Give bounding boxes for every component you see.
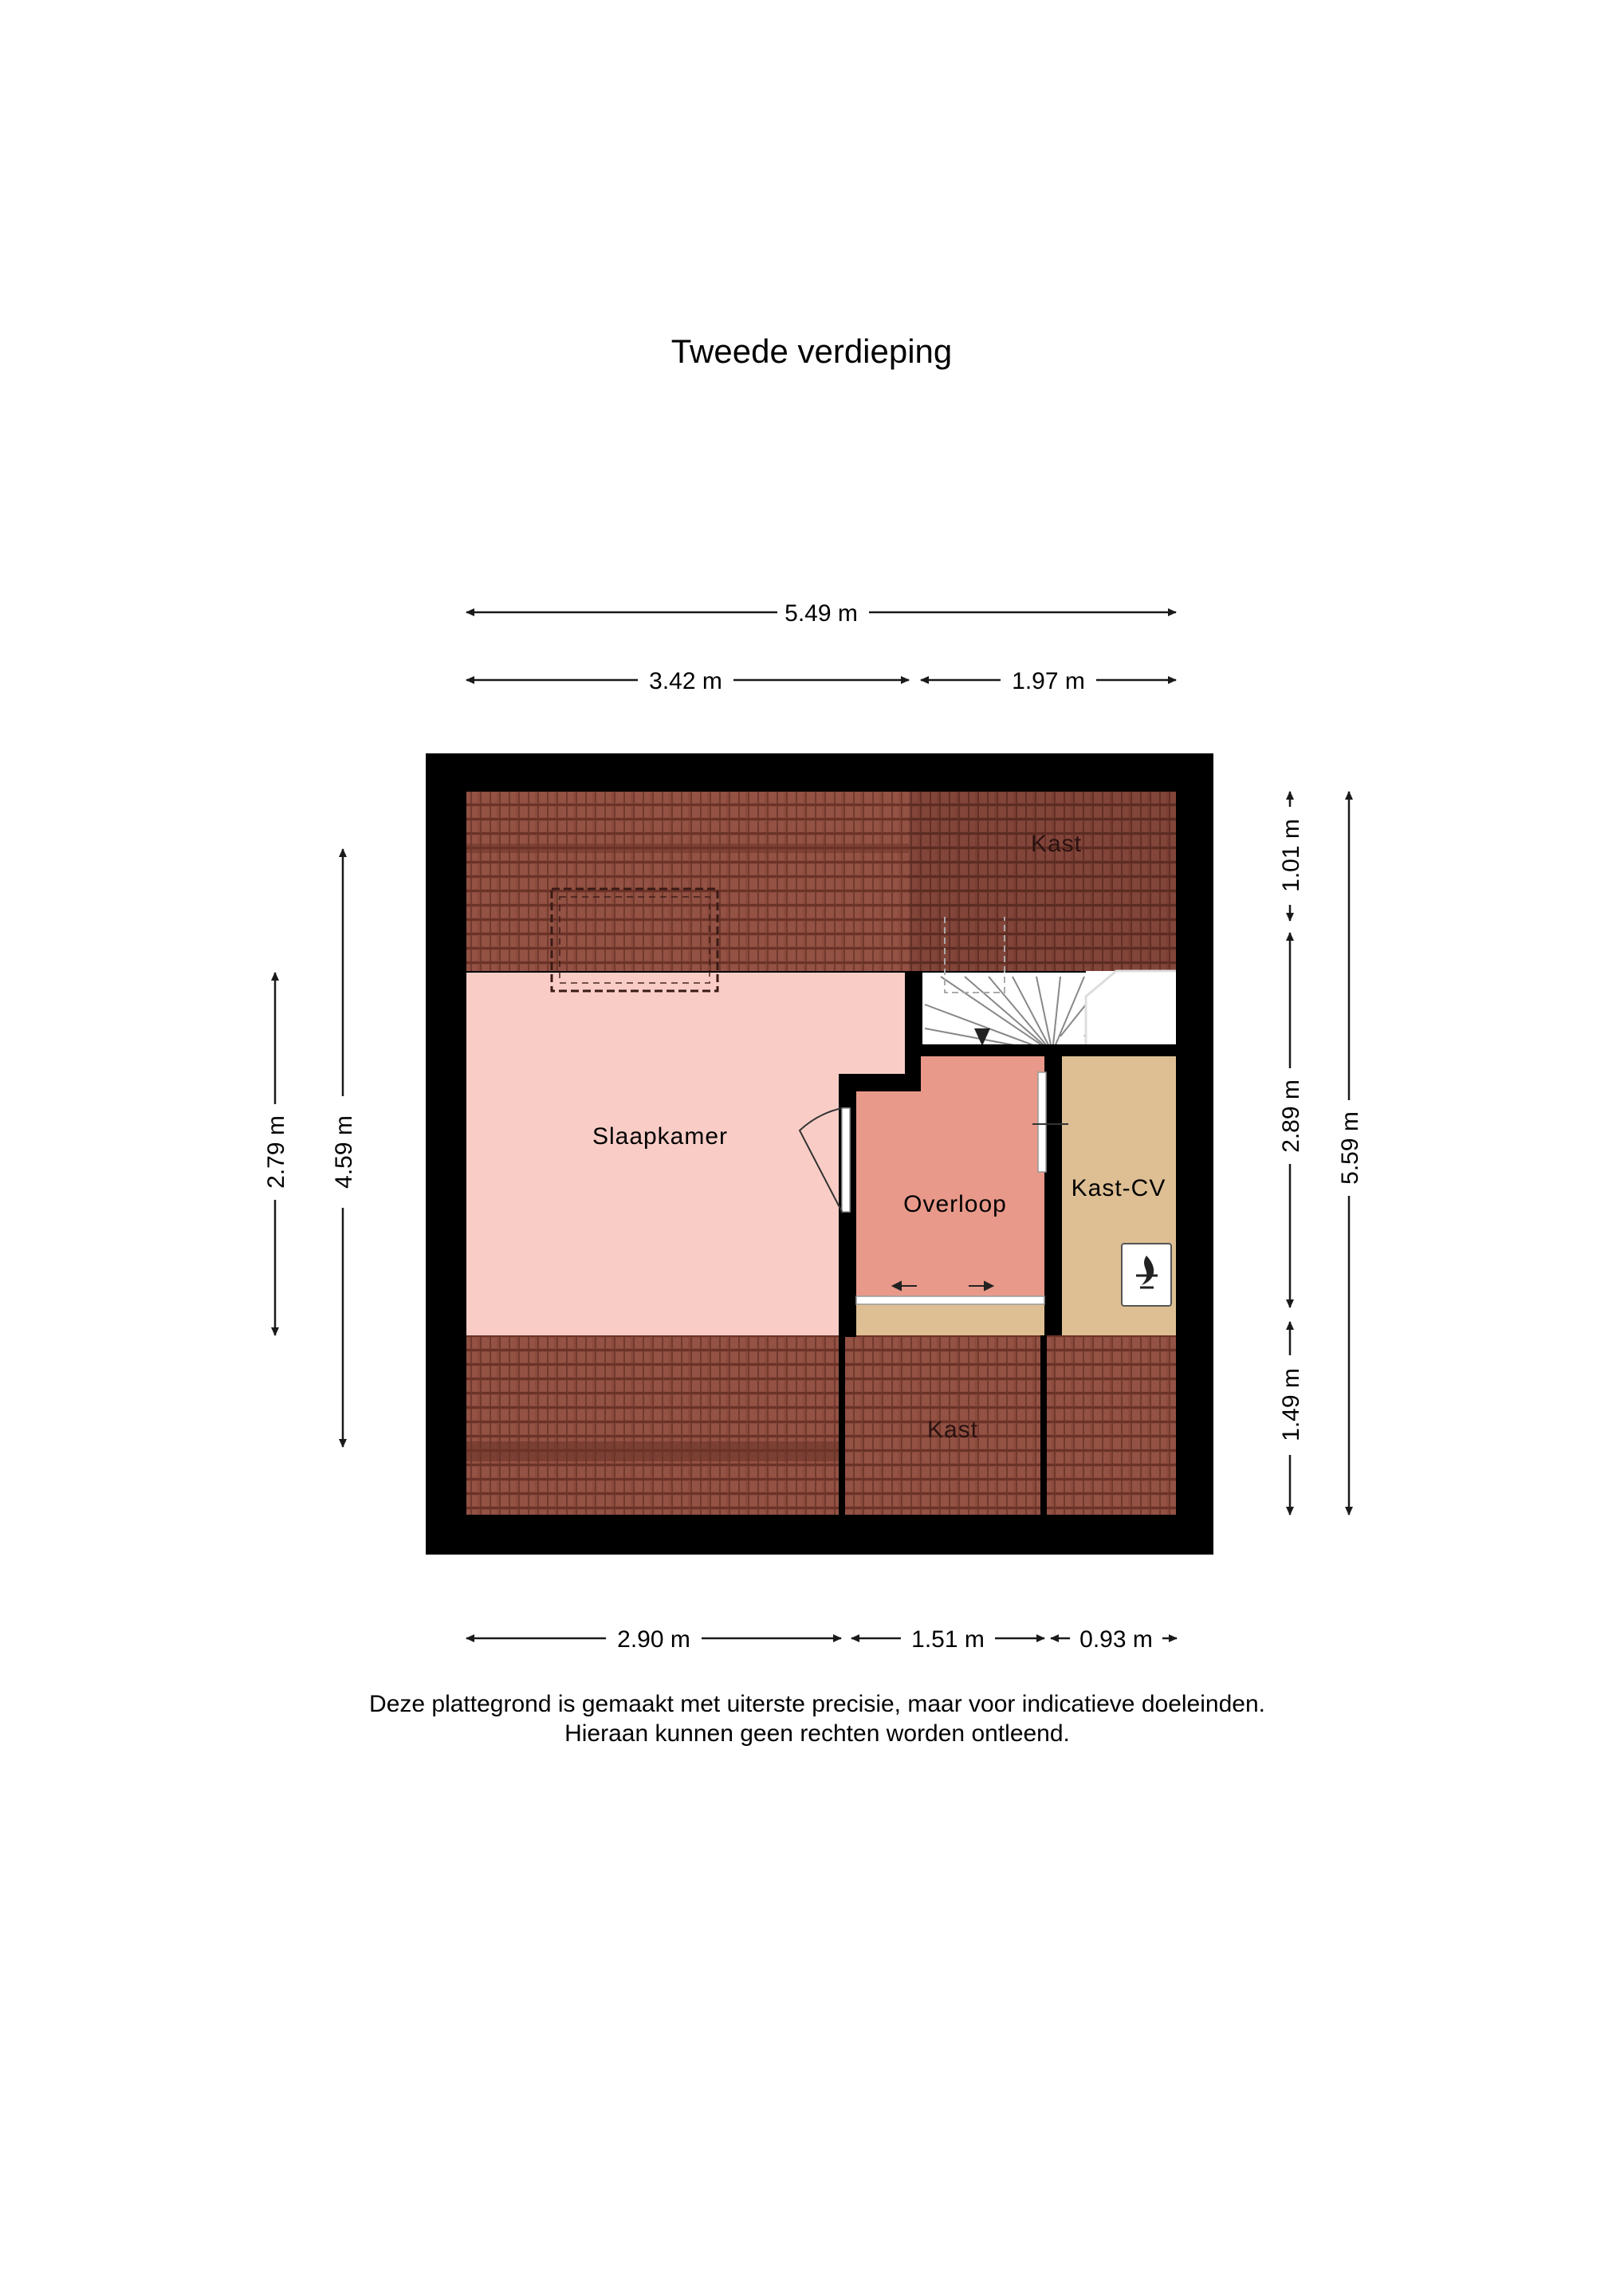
label-kast-cv: Kast-CV	[1071, 1175, 1166, 1201]
dim-right-mid	[1278, 933, 1304, 1307]
dim-left-inner	[263, 973, 289, 1335]
overloop-sliding-door	[856, 1296, 1044, 1304]
dim-top-right	[921, 668, 1176, 694]
slaapkamer-door	[842, 1108, 850, 1212]
disclaimer-line-1: Deze plattegrond is gemaakt met uiterste precisie, maar voor indicatieve doeleinden.	[369, 1691, 1265, 1717]
inner-wall-cv-top	[1044, 1044, 1176, 1056]
cv-boiler-icon	[1122, 1244, 1171, 1306]
inner-wall-bottom-right	[1040, 1331, 1047, 1515]
dim-top-total	[466, 600, 1176, 627]
roof-slope-bottom-band	[466, 1441, 845, 1461]
stair-wall-right	[1086, 971, 1176, 1051]
label-kast-bottom: Kast	[926, 1417, 979, 1443]
svg-text:1.51 m: 1.51 m	[911, 1626, 985, 1653]
dim-bottom-mid	[851, 1626, 1044, 1653]
roof-slope-bottom	[466, 1335, 1176, 1515]
label-slaapkamer: Slaapkamer	[592, 1123, 729, 1150]
roof-slope-top-right	[909, 792, 1176, 971]
inner-wall-cv-left	[1044, 1044, 1062, 1335]
dim-bottom-right	[1051, 1626, 1177, 1653]
kast-cv-door	[1038, 1072, 1046, 1172]
svg-text:1.97 m: 1.97 m	[1012, 668, 1085, 694]
page-title: Tweede verdieping	[670, 332, 953, 370]
dim-left-outer	[331, 849, 357, 1447]
svg-text:2.79 m: 2.79 m	[263, 1115, 289, 1189]
label-kast-top: Kast	[1030, 831, 1083, 857]
svg-text:5.49 m: 5.49 m	[784, 600, 858, 627]
dim-bottom-left	[466, 1626, 841, 1653]
dim-top-left	[466, 668, 909, 694]
inner-wall-bottom-left	[839, 1331, 845, 1515]
disclaimer-line-2: Hieraan kunnen geen rechten worden ontleend.	[564, 1720, 1070, 1747]
dim-right-bottom	[1278, 1322, 1304, 1515]
svg-text:0.93 m: 0.93 m	[1079, 1626, 1153, 1653]
svg-text:2.89 m: 2.89 m	[1278, 1079, 1304, 1153]
svg-text:5.59 m: 5.59 m	[1337, 1111, 1363, 1185]
svg-text:2.90 m: 2.90 m	[617, 1626, 690, 1653]
svg-text:3.42 m: 3.42 m	[649, 668, 722, 694]
label-overloop: Overloop	[903, 1191, 1007, 1217]
roof-slope-top-band	[466, 843, 909, 853]
dim-right-total	[1337, 792, 1363, 1515]
svg-text:4.59 m: 4.59 m	[331, 1115, 357, 1189]
inner-wall-overloop-top	[906, 1044, 1066, 1056]
svg-text:1.01 m: 1.01 m	[1278, 819, 1304, 892]
inner-wall-stair-left	[905, 973, 922, 1080]
svg-text:1.49 m: 1.49 m	[1278, 1368, 1304, 1441]
dim-right-top	[1278, 792, 1304, 921]
room-overloop	[856, 1056, 1044, 1299]
